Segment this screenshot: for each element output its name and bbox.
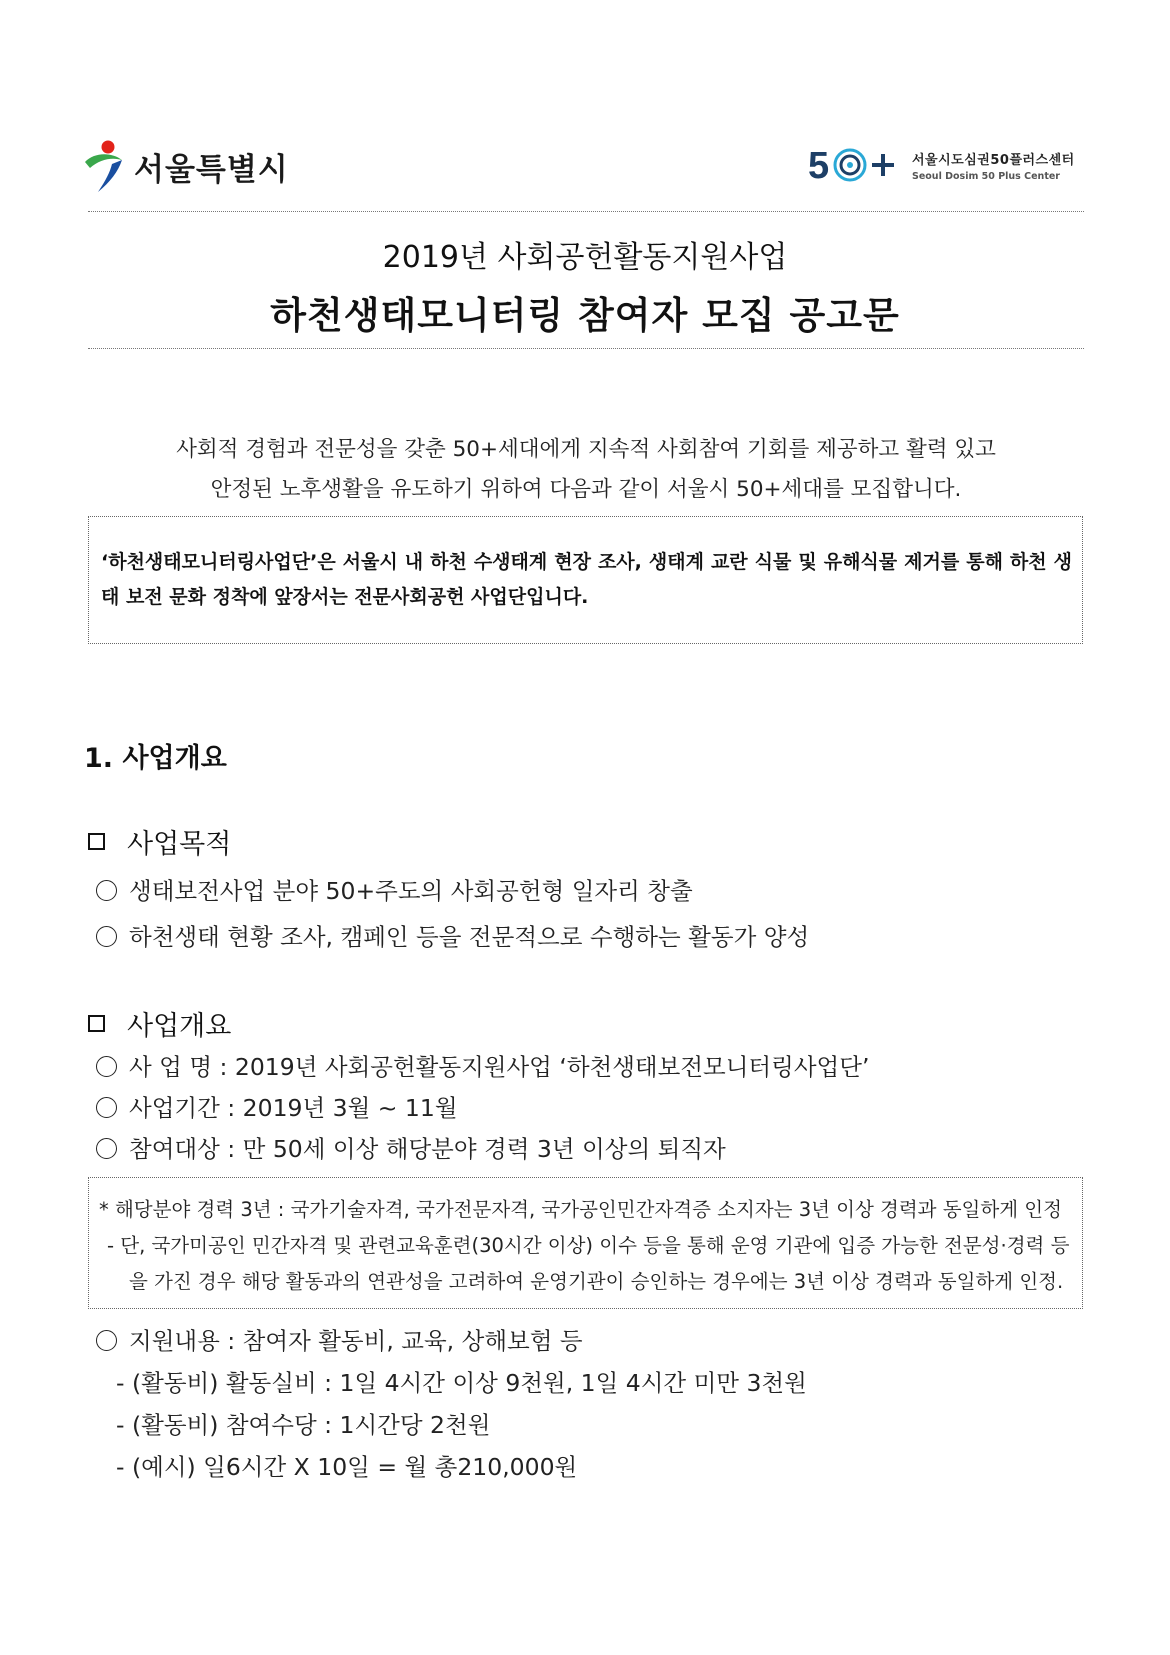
header-divider-top [88, 211, 1084, 212]
support-detail: - (활동비) 활동실비 : 1일 4시간 이상 9천원, 1일 4시간 미만 3천원 [116, 1369, 807, 1397]
overview-item-text: 사업기간 : 2019년 3월 ~ 11월 [129, 1094, 458, 1122]
overview-item-text: 사 업 명 : 2019년 사회공헌활동지원사업 ‘하천생태보전모니터링사업단’ [129, 1053, 870, 1081]
svg-text:5: 5 [808, 145, 830, 187]
seoul-logo-text: 서울특별시 [134, 151, 289, 188]
intro-box [88, 516, 1083, 644]
overview-item [96, 1048, 869, 1082]
overview-heading [84, 1004, 231, 1043]
seoul-symbol-icon [82, 138, 128, 194]
intro-line-1: 사회적 경험과 전문성을 갖춘 50+세대에게 지속적 사회참여 기회를 제공하고 활력 있고 [176, 437, 996, 462]
purpose-item [96, 918, 809, 952]
note-box [88, 1177, 1083, 1309]
document-subtitle: 2019년 사회공헌활동지원사업 [382, 240, 788, 275]
overview-item-text: 참여대상 : 만 50세 이상 해당분야 경력 3년 이상의 퇴직자 [129, 1135, 726, 1163]
square-bullet-icon [88, 833, 105, 850]
circle-bullet-icon [96, 880, 117, 901]
purpose-item [96, 872, 693, 906]
purpose-item-text: 생태보전사업 분야 50+주도의 사회공헌형 일자리 창출 [129, 877, 693, 905]
circle-bullet-icon [96, 1097, 117, 1118]
purpose-item-text: 하천생태 현황 조사, 캠페인 등을 전문적으로 수행하는 활동가 양성 [129, 923, 810, 951]
circle-bullet-icon [96, 1330, 117, 1351]
center-logo [808, 140, 1075, 190]
center-name-english: Seoul Dosim 50 Plus Center [912, 170, 1060, 182]
center-name-korean: 서울시도심권50플러스센터 [912, 152, 1075, 168]
overview-item [96, 1130, 726, 1164]
support-item [96, 1322, 583, 1356]
fifty-plus-icon [808, 140, 904, 190]
circle-bullet-icon [96, 1056, 117, 1077]
circle-bullet-icon [96, 926, 117, 947]
note-line: 을 가진 경우 해당 활동과의 연관성을 고려하여 운영기관이 승인하는 경우에는 3년 이상 경력과 동일하게 인정. [129, 1270, 1064, 1293]
support-item-text: 지원내용 : 참여자 활동비, 교육, 상해보험 등 [129, 1327, 583, 1355]
intro-box-text: ‘하천생태모니터링사업단’은 서울시 내 하천 수생태계 현장 조사, 생태계 교란 식물 및 유해식물 제거를 통해 하천 생태 보전 문화 정착에 앞장서는 전문사회공헌 사업단입니다. [101, 551, 1072, 608]
circle-bullet-icon [96, 1138, 117, 1159]
overview-heading-text: 사업개요 [127, 1011, 232, 1042]
support-detail: - (예시) 일6시간 X 10일 = 월 총210,000원 [116, 1453, 578, 1481]
support-detail: - (활동비) 참여수당 : 1시간당 2천원 [116, 1411, 491, 1439]
note-line: - 단, 국가미공인 민간자격 및 관련교육훈련(30시간 이상) 이수 등을 통해 운영 기관에 입증 가능한 전문성·경력 등 [107, 1234, 1070, 1257]
square-bullet-icon [88, 1015, 105, 1032]
purpose-heading [84, 822, 231, 861]
purpose-heading-text: 사업목적 [127, 829, 232, 860]
seoul-city-logo [82, 138, 289, 194]
note-line: * 해당분야 경력 3년 : 국가기술자격, 국가전문자격, 국가공인민간자격증 소지자는 3년 이상 경력과 동일하게 인정 [99, 1198, 1062, 1221]
section-heading: 1. 사업개요 [84, 743, 227, 774]
intro-line-2: 안정된 노후생활을 유도하기 위하여 다음과 같이 서울시 50+세대를 모집합니다. [210, 477, 962, 502]
document-title: 하천생태모니터링 참여자 모집 공고문 [270, 294, 900, 337]
header-divider-bottom [88, 348, 1084, 349]
overview-item [96, 1089, 458, 1123]
